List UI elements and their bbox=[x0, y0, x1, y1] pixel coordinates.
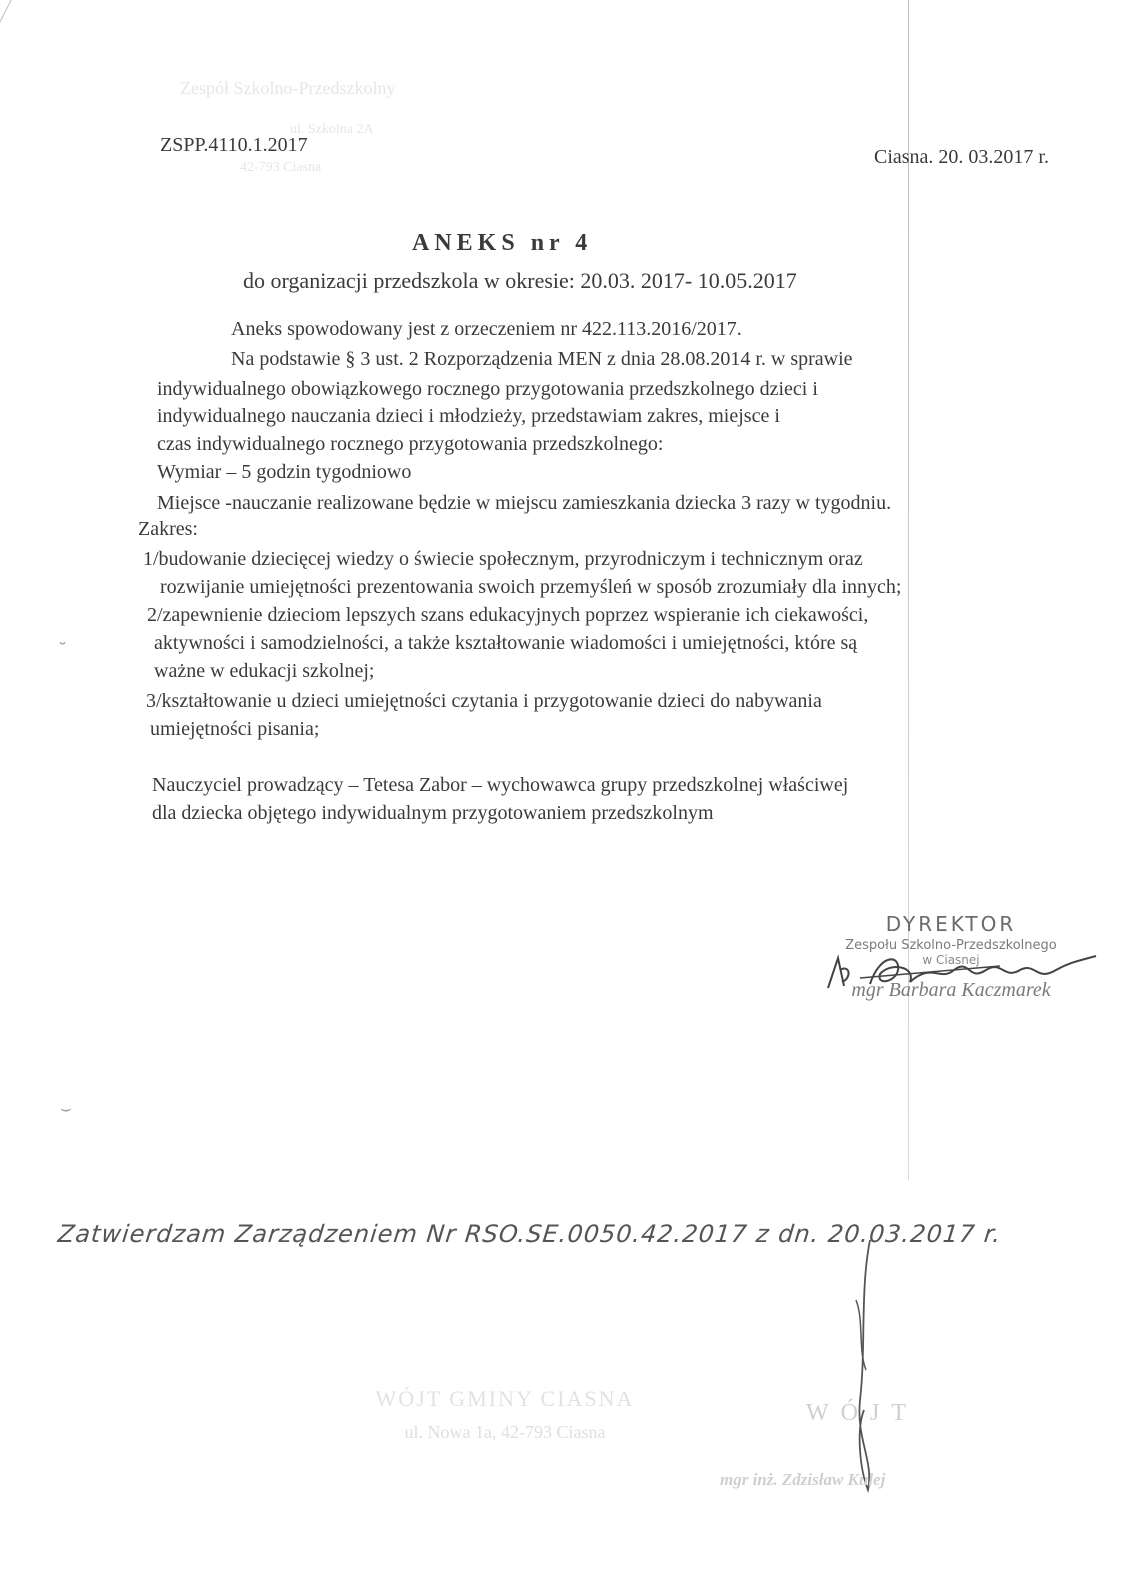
body-line: Miejsce -nauczanie realizowane będzie w miejscu zamieszkania dziecka 3 razy w tygodniu. bbox=[157, 492, 892, 514]
body-line: aktywności i samodzielności, a także kształtowanie wiadomości i umiejętności, które są bbox=[154, 632, 858, 654]
wojt-office-stamp bbox=[360, 1386, 650, 1443]
director-stamp-name: mgr Barbara Kaczmarek bbox=[851, 979, 1051, 1001]
body-line: indywidualnego obowiązkowego rocznego przygotowania przedszkolnego dzieci i bbox=[157, 378, 818, 400]
wojt-title: WÓJT bbox=[806, 1400, 918, 1426]
faded-letterhead-line2: ul. Szkolna 2A bbox=[290, 122, 374, 137]
body-line: rozwijanie umiejętności prezentowania swoich przemyśleń w sposób zrozumiały dla innych; bbox=[160, 576, 902, 598]
wojt-name: mgr inż. Zdzisław Kulej bbox=[720, 1470, 886, 1489]
body-line: Aneks spowodowany jest z orzeczeniem nr 422.113.2016/2017. bbox=[231, 318, 742, 340]
body-line: 2/zapewnienie dzieciom lepszych szans edukacyjnych poprzez wspieranie ich ciekawości, bbox=[147, 604, 869, 626]
body-line: dla dziecka objętego indywidualnym przygotowaniem przedszkolnym bbox=[152, 802, 714, 824]
body-line: Wymiar – 5 godzin tygodniowo bbox=[157, 461, 412, 483]
scan-mark-2: ⌣ bbox=[60, 1098, 72, 1119]
body-line: ważne w edukacji szkolnej; bbox=[154, 660, 375, 682]
scan-mark-1: ˘ bbox=[58, 640, 67, 661]
handwritten-approval: Zatwierdzam Zarządzeniem Nr RSO.SE.0050.42.2017 z dn. 20.03.2017 r. bbox=[56, 1220, 1003, 1248]
director-stamp-organization: Zespołu Szkolno-Przedszkolnego bbox=[845, 938, 1057, 953]
body-line: 3/kształtowanie u dzieci umiejętności czytania i przygotowanie dzieci do nabywania bbox=[146, 690, 822, 712]
document-title: ANEKS nr 4 bbox=[412, 230, 593, 256]
faded-letterhead-line3: 42-793 Ciasna bbox=[240, 160, 322, 175]
wojt-office-address: ul. Nowa 1a, 42-793 Ciasna bbox=[404, 1422, 606, 1442]
body-line: Na podstawie § 3 ust. 2 Rozporządzenia MEN z dnia 28.08.2014 r. w sprawie bbox=[231, 348, 853, 370]
director-signature bbox=[820, 948, 1110, 1008]
body-line: umiejętności pisania; bbox=[150, 718, 320, 740]
scan-edge-line bbox=[0, 0, 99, 60]
wojt-office-name: WÓJT GMINY CIASNA bbox=[375, 1386, 635, 1411]
approval-signature bbox=[830, 1230, 890, 1500]
wojt-title-stamp bbox=[782, 1400, 942, 1427]
director-stamp-title: DYREKTOR bbox=[885, 912, 1017, 936]
document-reference-number: ZSPP.4110.1.2017 bbox=[160, 134, 308, 156]
body-line: 1/budowanie dziecięcej wiedzy o świecie społecznym, przyrodniczym i technicznym oraz bbox=[143, 548, 863, 570]
body-line: Nauczyciel prowadzący – Tetesa Zabor – wychowawca grupy przedszkolnej właściwej bbox=[152, 774, 849, 796]
faded-letterhead-line1: Zespół Szkolno-Przedszkolny bbox=[180, 78, 396, 98]
director-stamp-city: w Ciasnej bbox=[922, 953, 980, 967]
body-line: indywidualnego nauczania dzieci i młodzieży, przedstawiam zakres, miejsce i bbox=[157, 405, 780, 427]
document-date: Ciasna. 20. 03.2017 r. bbox=[874, 146, 1049, 168]
body-line: czas indywidualnego rocznego przygotowania przedszkolnego: bbox=[157, 433, 664, 455]
document-subtitle: do organizacji przedszkola w okresie: 20.03. 2017- 10.05.2017 bbox=[243, 268, 797, 293]
body-line: Zakres: bbox=[138, 518, 198, 540]
